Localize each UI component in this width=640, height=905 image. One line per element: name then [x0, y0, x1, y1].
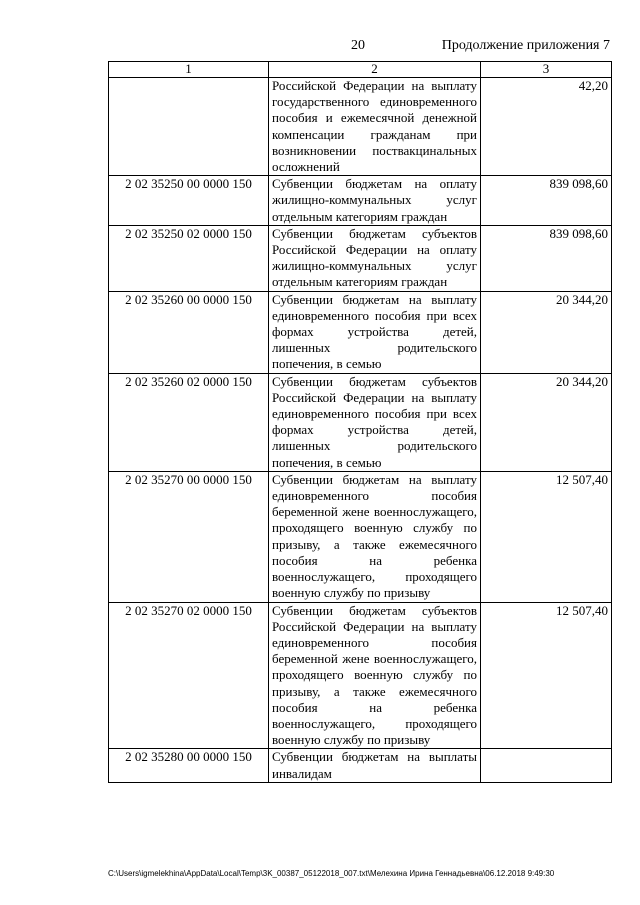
column-number-3: 3 [481, 62, 612, 78]
row-amount: 42,20 [481, 78, 612, 176]
row-amount: 12 507,40 [481, 471, 612, 602]
table-row [109, 749, 612, 782]
row-code: 2 02 35280 00 0000 150 [109, 749, 269, 782]
table-row [109, 373, 612, 471]
column-number-row [109, 62, 612, 78]
row-description: Субвенции бюджетам субъектов Российской Федерации на выплату единовременного пособия при всех формах устройства детей, лишенных родительского попечения, в семью [269, 373, 481, 471]
page-number: 20 [351, 38, 365, 53]
row-code: 2 02 35270 02 0000 150 [109, 602, 269, 749]
row-code: 2 02 35250 00 0000 150 [109, 176, 269, 226]
row-description: Субвенции бюджетам на выплату единовременного пособия беременной жене военнослужащего, проходящего военную службу по призыву, а также ежемесячного пособия на ребенка военнослужащего, проходящего военную службу по призыву [269, 471, 481, 602]
column-number-2: 2 [269, 62, 481, 78]
table-row [109, 225, 612, 291]
table-row [109, 176, 612, 226]
row-amount: 20 344,20 [481, 291, 612, 373]
row-code: 2 02 35250 02 0000 150 [109, 225, 269, 291]
row-amount: 839 098,60 [481, 225, 612, 291]
row-description: Субвенции бюджетам субъектов Российской Федерации на оплату жилищно-коммунальных услуг отдельным категориям граждан [269, 225, 481, 291]
row-amount [481, 749, 612, 782]
budget-table [108, 61, 612, 783]
column-number-1: 1 [109, 62, 269, 78]
continuation-label: Продолжение приложения 7 [441, 38, 610, 53]
row-code: 2 02 35260 02 0000 150 [109, 373, 269, 471]
table-row [109, 602, 612, 749]
row-amount: 20 344,20 [481, 373, 612, 471]
row-description: Субвенции бюджетам на выплату единовременного пособия при всех формах устройства детей, лишенных родительского попечения, в семью [269, 291, 481, 373]
row-description: Субвенции бюджетам на выплаты инвалидам [269, 749, 481, 782]
row-description: Субвенции бюджетам на оплату жилищно-коммунальных услуг отдельным категориям граждан [269, 176, 481, 226]
row-amount: 839 098,60 [481, 176, 612, 226]
table-row [109, 78, 612, 176]
file-path-footer: C:\Users\igmelekhina\AppData\Local\Temp\3K_00387_05122018_007.txt\Мелехина Ирина Геннадьевна\06.12.2018 9:49:30 [108, 869, 555, 878]
row-description: Российской Федерации на выплату государственного единовременного пособия и ежемесячной денежной компенсации гражданам при возникновении поствакцинальных осложнений [269, 78, 481, 176]
table-row [109, 471, 612, 602]
table-row [109, 291, 612, 373]
row-code [109, 78, 269, 176]
row-code: 2 02 35270 00 0000 150 [109, 471, 269, 602]
row-description: Субвенции бюджетам субъектов Российской Федерации на выплату единовременного пособия беременной жене военнослужащего, проходящего военную службу по призыву, а также ежемесячного пособия на ребенка военнослужащего, проходящего военную службу по призыву [269, 602, 481, 749]
row-code: 2 02 35260 00 0000 150 [109, 291, 269, 373]
row-amount: 12 507,40 [481, 602, 612, 749]
